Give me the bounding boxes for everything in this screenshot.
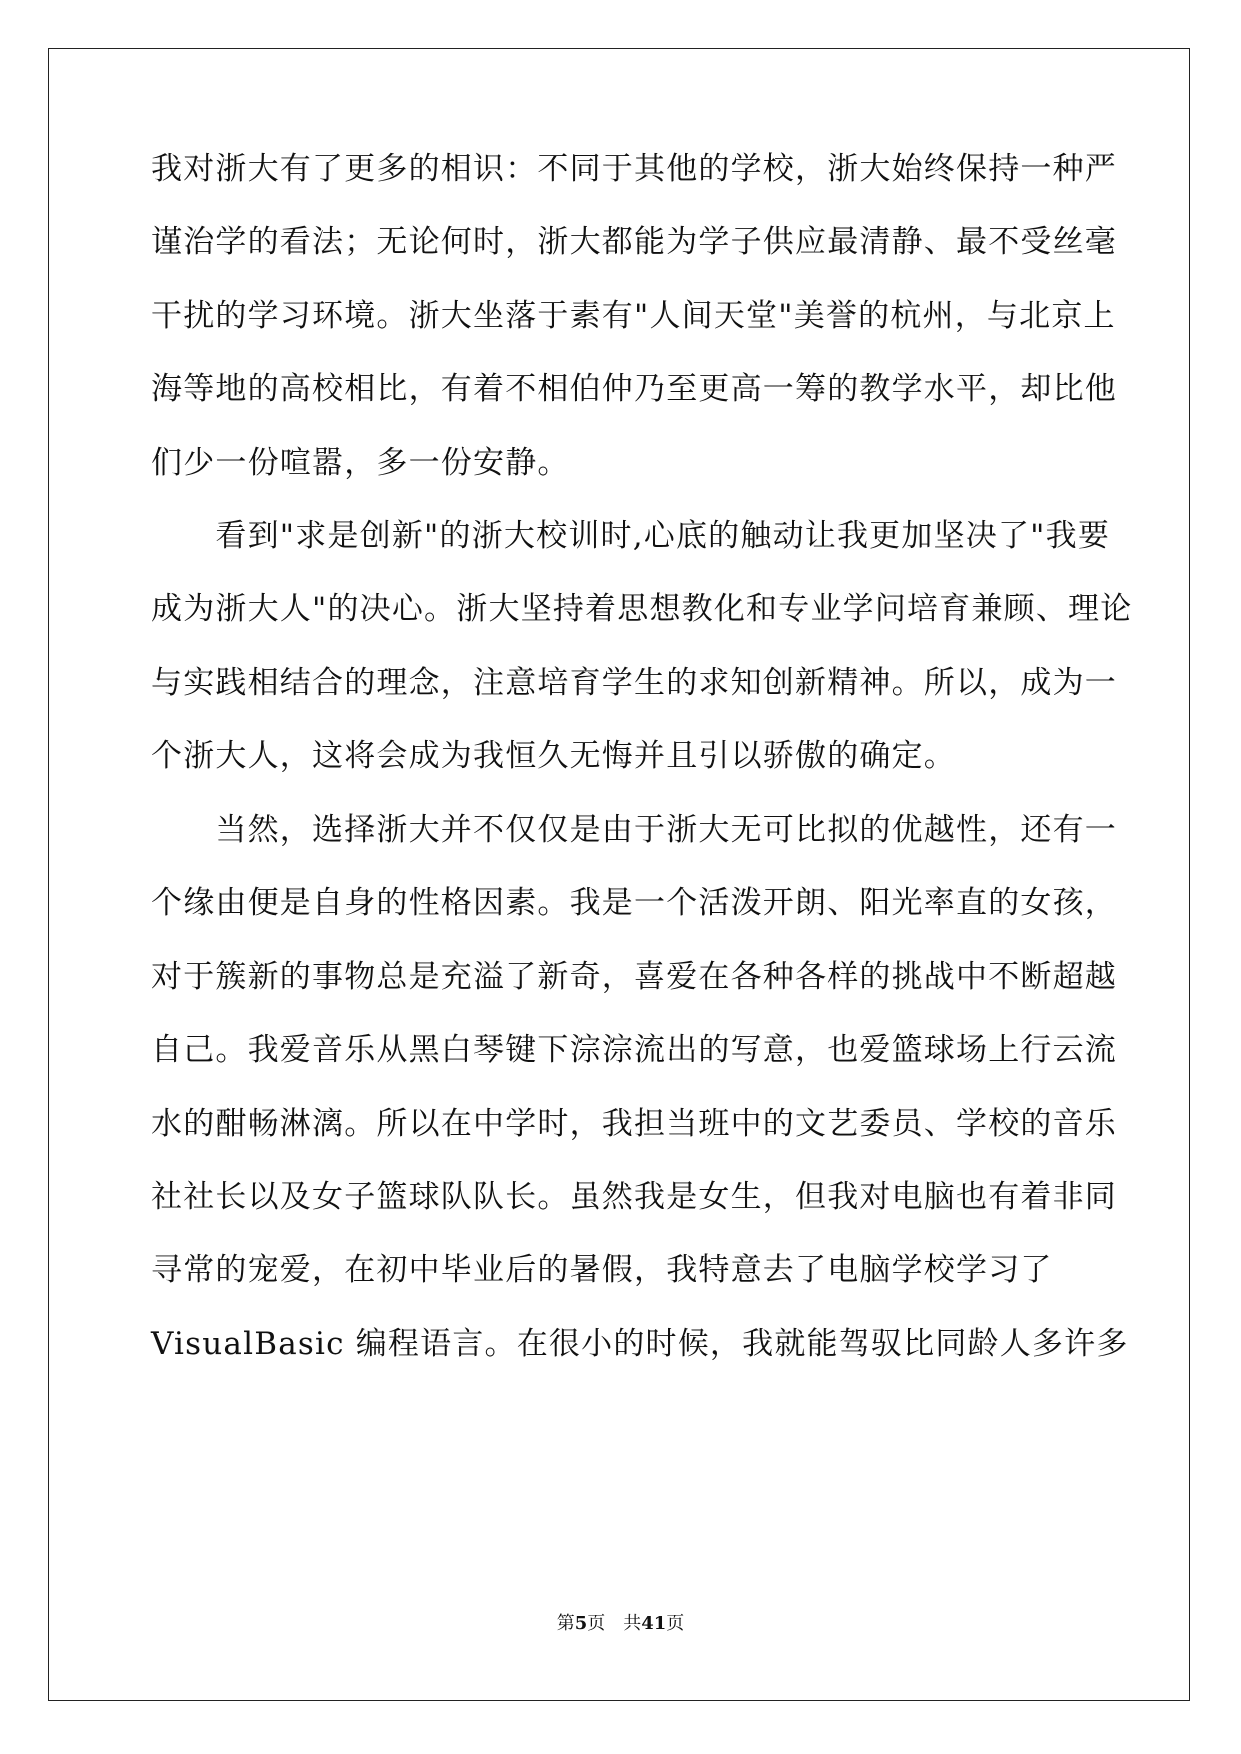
text-line: 海等地的高校相比，有着不相伯仲乃至更高一筹的教学水平，却比他	[151, 371, 1117, 407]
text-line: 水的酣畅淋漓。所以在中学时，我担当班中的文艺委员、学校的音乐	[151, 1106, 1117, 1142]
text-line: 个缘由便是自身的性格因素。我是一个活泼开朗、阳光率直的女孩，	[151, 885, 1117, 921]
text-line: 干扰的学习环境。浙大坐落于素有"人间天堂"美誉的杭州，与北京上	[151, 298, 1116, 334]
text-line: 成为浙大人"的决心。浙大坚持着思想教化和专业学问培育兼顾、理论	[151, 591, 1133, 627]
text-line: 与实践相结合的理念，注意培育学生的求知创新精神。所以，成为一	[151, 665, 1117, 701]
text-line: 个浙大人，这将会成为我恒久无悔并且引以骄傲的确定。	[151, 738, 956, 774]
page-footer	[0, 1612, 1241, 1636]
text-line: 我对浙大有了更多的相识：不同于其他的学校，浙大始终保持一种严	[151, 151, 1117, 187]
text-line: 们少一份喧嚣，多一份安静。	[151, 445, 570, 481]
total-suffix: 页	[666, 1613, 685, 1634]
page-prefix: 第	[556, 1613, 575, 1634]
text-line: 谨治学的看法；无论何时，浙大都能为学子供应最清静、最不受丝毫	[151, 224, 1117, 260]
total-pages: 41	[641, 1613, 667, 1634]
text-line: 当然，选择浙大并不仅仅是由于浙大无可比拟的优越性，还有一	[151, 812, 1117, 848]
text-line: VisualBasic 编程语言。在很小的时候，我就能驾驭比同龄人多许多	[151, 1326, 1129, 1362]
text-line: 对于簇新的事物总是充溢了新奇，喜爱在各种各样的挑战中不断超越	[151, 959, 1117, 995]
page-suffix: 页	[587, 1613, 606, 1634]
text-line: 自己。我爱音乐从黑白琴键下淙淙流出的写意，也爱篮球场上行云流	[151, 1032, 1117, 1068]
total-prefix: 共	[623, 1613, 642, 1634]
text-line: 看到"求是创新"的浙大校训时,心底的触动让我更加坚决了"我要	[151, 518, 1111, 554]
text-line: 寻常的宠爱，在初中毕业后的暑假，我特意去了电脑学校学习了	[151, 1252, 1053, 1288]
page-number: 5	[574, 1613, 588, 1634]
text-line: 社社长以及女子篮球队队长。虽然我是女生，但我对电脑也有着非同	[151, 1179, 1117, 1215]
